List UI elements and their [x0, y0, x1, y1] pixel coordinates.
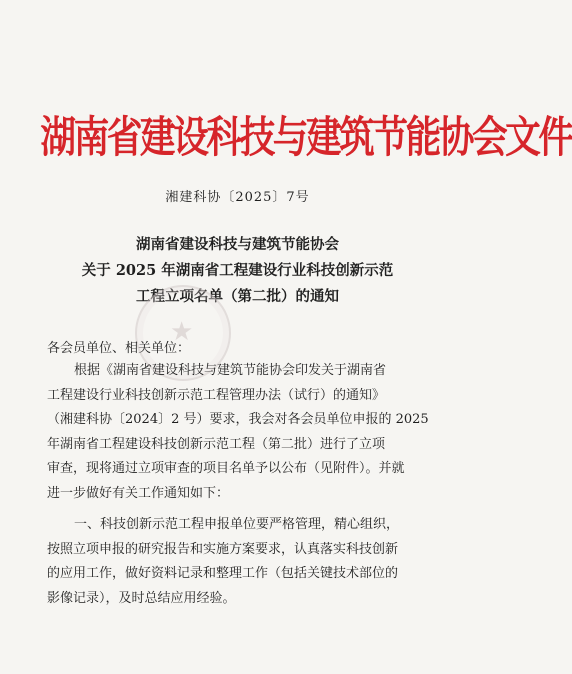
paragraph-line: 审查，现将通过立项审查的项目名单予以公布（见附件）。并就 — [47, 461, 405, 476]
document-number: 湘建科协〔2025〕7号 — [165, 190, 310, 205]
paragraph-line: 按照立项申报的研究报告和实施方案要求，认真落实科技创新 — [47, 541, 399, 557]
paragraph-line: （湘建科协〔2024〕2 号）要求，我会对各会员单位申报的 2025 — [47, 412, 429, 427]
notice-title-line-2: 关于 2025 年湖南省工程建设行业科技创新示范 — [81, 262, 394, 279]
paragraph-line: 工程建设行业科技创新示范工程管理办法（试行）的通知》 — [47, 387, 386, 403]
body-paragraph-1 — [47, 359, 429, 506]
seal-star-icon: ★ — [170, 317, 194, 347]
paragraph-line: 的应用工作，做好资料记录和整理工作（包括关键技术部位的 — [47, 566, 399, 581]
body-paragraph-2 — [47, 513, 399, 611]
notice-title-line-1: 湖南省建设科技与建筑节能协会 — [136, 236, 339, 253]
salutation: 各会员单位、相关单位： — [47, 341, 191, 356]
paragraph-line: 进一步做好有关工作通知如下： — [47, 485, 230, 501]
paragraph-line: 影像记录），及时总结应用经验。 — [47, 590, 236, 606]
paragraph-line: 一、科技创新示范工程申报单位要严格管理，精心组织， — [74, 517, 400, 532]
notice-title-line-3: 工程立项名单（第二批）的通知 — [136, 288, 339, 305]
document-masthead: 湖南省建设科技与建筑节能协会文件 — [40, 113, 572, 163]
paragraph-line: 年湖南省工程建设科技创新示范工程（第二批）进行了立项 — [47, 436, 386, 452]
paragraph-line: 根据《湖南省建设科技与建筑节能协会印发关于湖南省 — [74, 363, 387, 378]
